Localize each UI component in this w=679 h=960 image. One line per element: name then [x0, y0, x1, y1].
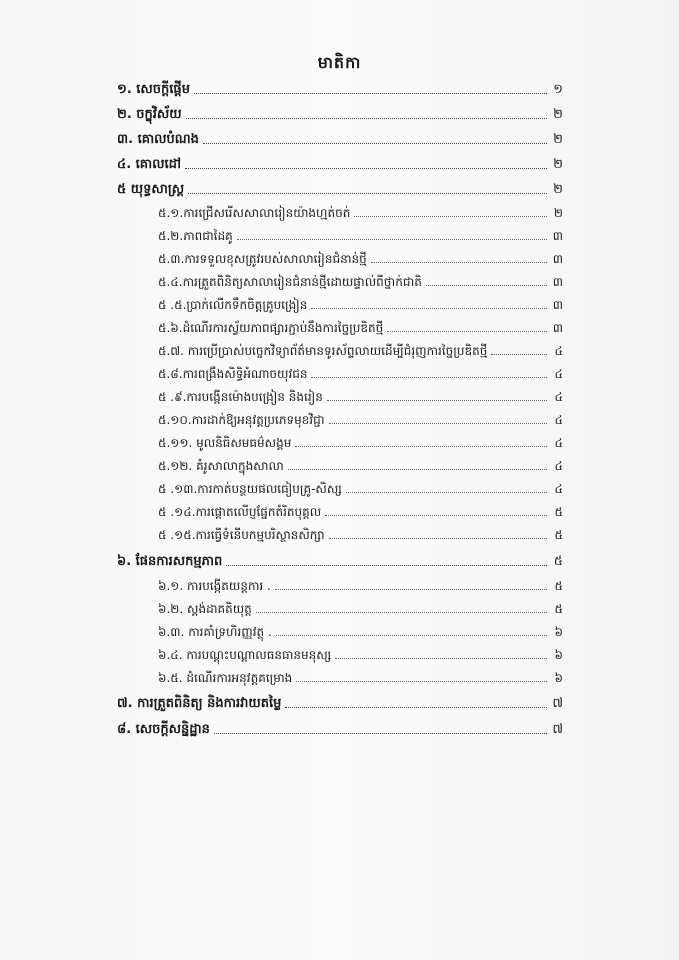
toc-entry-label: ៦.៥. ដំណើរការអនុវត្តគម្រោង: [158, 671, 293, 685]
dot-leader: [311, 307, 547, 309]
toc-entry-3: [117, 128, 563, 148]
toc-subentry-5-1: [158, 201, 563, 221]
toc-entry-2: [117, 103, 563, 123]
toc-subentry-5-5: [158, 293, 563, 313]
toc-entry-label: ២. ចក្ខុវិស័យ: [117, 107, 182, 122]
toc-entry-label: ៦.២. ស្តង់ដាគតិយុត្ត: [158, 602, 252, 616]
dot-leader: [387, 330, 547, 332]
toc-page-number: ២: [553, 182, 563, 197]
dot-leader: [226, 564, 547, 566]
toc-subentry-5-10: [158, 408, 563, 428]
page-title: មាតិកា: [317, 53, 362, 72]
toc-subentry-5-15: [158, 523, 563, 543]
toc-entry-label: ៦.១. ការបង្កើតយន្តការ .: [158, 579, 271, 593]
dot-leader: [329, 537, 547, 539]
dot-leader: [186, 117, 547, 119]
toc-subentry-5-12: [158, 454, 563, 474]
toc-subentry-5-6: [158, 316, 563, 336]
toc-entry-label: ៥.៤.ការត្រួតពិនិត្យសាលារៀនជំនាន់ថ្មីដោយផ្ទាល់ពីថ្នាក់ជាតិ: [158, 275, 422, 289]
toc-entry-label: ៥ .៩.ការបង្កើនម៉ោងបង្រៀន និងរៀន: [158, 390, 323, 404]
toc-subentry-5-2: [158, 224, 563, 244]
toc-page-number: ២: [553, 132, 563, 147]
toc-entry-label: ៥.១.ការជ្រើសរើសសាលារៀនយ៉ាងហ្មត់ចត់: [158, 206, 351, 220]
toc-entry-label: ៨. សេចក្តីសន្និដ្ឋាន: [117, 722, 210, 737]
toc-entry-6: [117, 550, 563, 570]
toc-page-number: ៧: [552, 696, 563, 711]
toc-entry-label: ៥.១១. មូលនិធិសមធម៌សង្គម: [158, 436, 292, 450]
toc-subentry-5-3: [158, 247, 563, 267]
toc-subentry-6-4: [158, 643, 563, 663]
toc-entry-label: ៤. គោលដៅ: [117, 157, 182, 172]
dot-leader: [185, 167, 547, 169]
toc-entry-label: ៥.៣.ការទទួលខុសត្រូវរបស់សាលារៀនជំនាន់ថ្មី: [158, 252, 367, 266]
toc-page-number: ៤: [554, 413, 563, 427]
toc-page-number: ៣: [552, 321, 563, 335]
toc-subentry-5-11: [158, 431, 563, 451]
dot-leader: [237, 238, 547, 240]
toc-subentry-6-2: [158, 597, 563, 617]
dot-leader: [371, 261, 547, 263]
toc-page-number: ២: [553, 107, 563, 122]
toc-subentry-5-13: [158, 477, 563, 497]
toc-page-number: ៥: [554, 528, 563, 542]
toc-page-number: ៤: [554, 436, 563, 450]
toc-page-number: ៦: [554, 671, 563, 685]
toc-page-number: ៣: [552, 298, 563, 312]
toc-entry-label: ៥.២.ភាពជាដៃគូ: [158, 229, 233, 243]
toc-subentry-6-5: [158, 666, 563, 686]
toc-page-number: ៤: [554, 367, 563, 381]
toc-subentry-5-8: [158, 362, 563, 382]
dot-leader: [329, 422, 547, 424]
toc-entry-label: ៥ .៥.ប្រាក់លើកទឹកចិត្តគ្រូបង្រៀន: [158, 298, 308, 312]
toc-entry-8: [117, 718, 563, 738]
dot-leader: [203, 142, 547, 144]
toc-subentry-5-9: [158, 385, 563, 405]
dot-leader: [311, 376, 547, 378]
dot-leader: [335, 657, 547, 659]
toc-subentry-5-4: [158, 270, 563, 290]
toc-page-number: ៤: [554, 459, 563, 473]
toc-page-number: ៥: [554, 505, 563, 519]
dot-leader: [296, 680, 547, 682]
toc-page-number: ៤: [554, 482, 563, 496]
dot-leader: [194, 92, 547, 94]
toc-page-number: ៣: [552, 275, 563, 289]
toc-entry-label: ៥.៨.ការពង្រឹងសិទ្ធិអំណាចយុវជន: [158, 367, 308, 381]
dot-leader: [491, 353, 547, 355]
toc-entry-7: [117, 692, 563, 712]
toc-page-number: ៤: [554, 344, 563, 358]
toc-entry-label: ៦. ផែនការសកម្មភាព: [117, 554, 223, 569]
dot-leader: [288, 468, 547, 470]
toc-page-number: ៥: [553, 554, 563, 569]
toc-entry-1: [117, 78, 563, 98]
toc-page-number: ៥: [554, 602, 563, 616]
toc-entry-label: ៣. គោលបំណង: [117, 132, 199, 147]
toc-entry-label: ៥.១២. គំរូសាលាក្នុងសាលា: [158, 459, 284, 473]
dot-leader: [325, 514, 547, 516]
toc-subentry-6-3: [158, 620, 563, 640]
toc-subentry-5-7: [158, 339, 563, 359]
toc-page-number: ៣: [552, 252, 563, 266]
toc-subentry-6-1: [158, 574, 563, 594]
dot-leader: [346, 491, 547, 493]
dot-leader: [276, 634, 547, 636]
toc-page-number: ១: [553, 82, 563, 97]
toc-entry-label: ៥.៦.ដំណើរការស្វ័យភាពផ្សារភ្ជាប់នឹងការច្នៃប្រឌិតថ្មី: [158, 321, 384, 335]
dot-leader: [275, 588, 547, 590]
toc-page-number: ៣: [552, 229, 563, 243]
toc-page-number: ២: [553, 206, 563, 220]
dot-leader: [426, 284, 547, 286]
toc-subentry-5-14: [158, 500, 563, 520]
dot-leader: [285, 706, 547, 708]
toc-entry-5: [117, 178, 563, 198]
dot-leader: [327, 399, 547, 401]
toc-entry-4: [117, 153, 563, 173]
toc-page-number: ៧: [552, 722, 563, 737]
toc-entry-label: ៦.៤. ការបណ្តុះបណ្តាលធនធានមនុស្ស: [158, 648, 332, 662]
toc-entry-label: ៥ .១៣.ការកាត់បន្ថយផលធៀបគ្រូ-សិស្ស: [158, 482, 342, 496]
toc-page-number: ២: [553, 157, 563, 172]
toc-entry-label: ៥ .១៤.ការផ្តោតលើប្ញផ្នែកតំរិតបុគ្គល: [158, 505, 322, 519]
toc-page-number: ៦: [554, 625, 563, 639]
toc-page-number: ៥: [554, 579, 563, 593]
toc-page-number: ៤: [554, 390, 563, 404]
toc-entry-label: ៥.១០.ការដាក់ឱ្យអនុវត្តប្រភេទមុខវិជ្ជា: [158, 413, 325, 427]
toc-entry-label: ៦.៣. ការគាំទ្រហិរញ្ញវត្ថុ .: [158, 625, 272, 639]
toc-entry-label: ៥ .១៥.ការធ្វើទំនើបកម្មបរិស្ថានសិក្សា: [158, 528, 325, 542]
dot-leader: [214, 732, 547, 734]
toc-entry-label: ៥ យុទ្ធសាស្ត្រ: [117, 182, 185, 197]
dot-leader: [354, 215, 547, 217]
dot-leader: [188, 192, 547, 194]
toc-entry-label: ៧. ការត្រួតពិនិត្យ និងការវាយតម្លៃ: [117, 696, 282, 711]
toc-entry-label: ១. សេចក្តីផ្តើម: [117, 82, 190, 97]
toc-entry-label: ៥.៧. ការប្រើប្រាស់បច្ចេកវិទ្យាព័ត៌មានទូរស័ព្ទលាយដើម្បីជំរុញការច្នៃប្រឌិតថ្មី: [158, 344, 488, 358]
dot-leader: [295, 445, 547, 447]
toc-page-number: ៦: [554, 648, 563, 662]
dot-leader: [256, 611, 547, 613]
